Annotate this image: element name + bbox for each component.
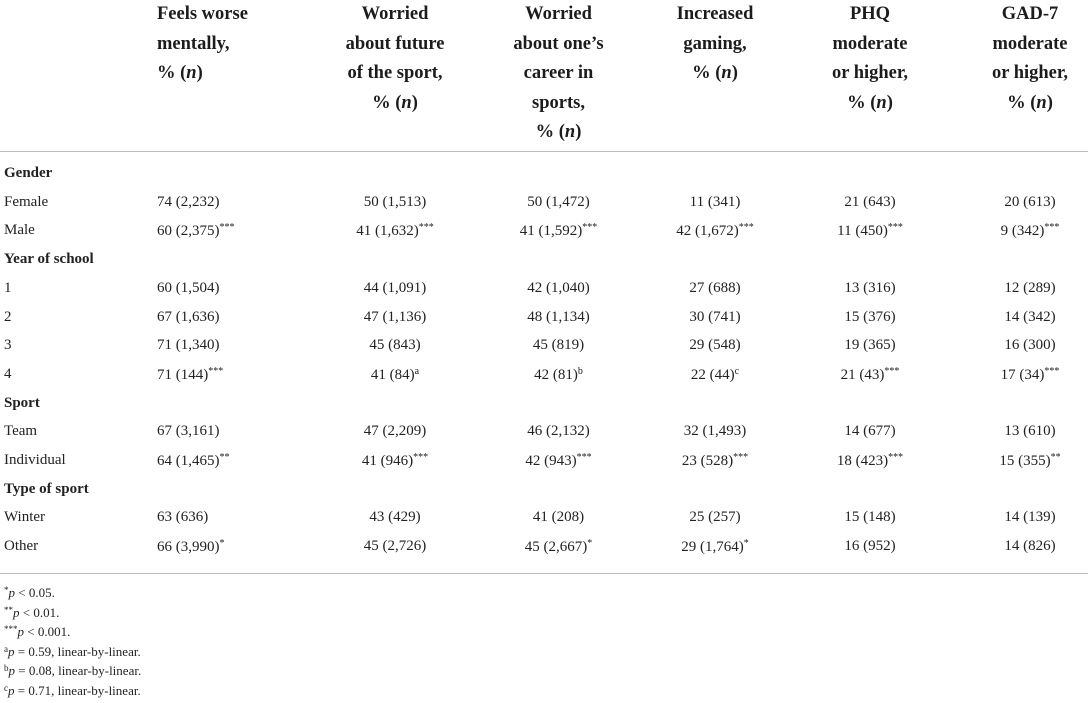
table-cell: 43 (429): [369, 509, 421, 526]
footnote-text: p < 0.001.: [17, 624, 71, 639]
footnote: [4, 660, 141, 680]
header-line: about future: [345, 33, 445, 54]
table-cell: 21 (643): [844, 193, 896, 210]
section-row: [0, 391, 1091, 419]
table-row: [0, 362, 1091, 390]
section-label: Type of sport: [4, 480, 89, 497]
row-label: Team: [4, 423, 38, 440]
header-line: PHQ: [849, 4, 891, 24]
n-variable: n: [721, 63, 732, 83]
footnote: [4, 582, 141, 602]
header-feels-worse: [157, 0, 248, 89]
table-cell: 42 (943)***: [525, 452, 592, 469]
table-row: [0, 333, 1091, 361]
significance-mark: ***: [208, 365, 224, 377]
table-cell: 20 (613): [1004, 193, 1056, 210]
table-cell: 13 (316): [844, 279, 896, 296]
header-line: or higher,: [831, 63, 909, 83]
header-worried-future: [330, 0, 460, 118]
header-line: mentally,: [157, 33, 230, 54]
table-cell: 11 (341): [689, 193, 741, 210]
footnote-text: p = 0.59, linear-by-linear.: [8, 643, 141, 659]
table-cell: 18 (423)***: [836, 452, 904, 469]
significance-mark: ***: [884, 365, 900, 377]
n-variable: n: [401, 92, 412, 113]
table-cell: 9 (342)***: [1000, 222, 1060, 240]
table-cell: 12 (289): [1004, 279, 1056, 296]
header-line: % (n): [692, 63, 738, 83]
footnote: [4, 641, 141, 661]
significance-mark: ***: [576, 452, 592, 463]
table-cell: 60 (2,375)***: [157, 222, 235, 240]
table-cell: 47 (2,209): [363, 423, 427, 440]
section-row: [0, 161, 1091, 189]
significance-mark: ***: [738, 222, 754, 234]
footnote-text: p < 0.05.: [8, 585, 55, 600]
footnotes: [4, 582, 141, 699]
row-label: Winter: [4, 509, 46, 526]
header-line: GAD-7: [1001, 4, 1059, 24]
table-cell: 14 (139): [1004, 509, 1056, 526]
footnote-mark: ***: [4, 624, 18, 634]
table-cell: 67 (3,161): [157, 423, 220, 440]
significance-mark: ***: [1044, 222, 1060, 234]
significance-mark: ***: [887, 222, 903, 234]
header-line: Worried: [361, 4, 429, 24]
header-gad7: [975, 0, 1085, 118]
row-label: 2: [4, 308, 12, 325]
significance-mark: **: [1050, 452, 1061, 463]
header-worried-career: [496, 0, 621, 148]
section-row: [0, 247, 1091, 275]
significance-mark: *: [587, 538, 593, 550]
table-cell: 45 (2,726): [363, 538, 427, 555]
section-row: [0, 477, 1091, 505]
header-line: % (n): [535, 122, 582, 142]
table-row: [0, 505, 1091, 533]
table-cell: 42 (1,672)***: [676, 222, 754, 240]
significance-mark: ***: [1044, 365, 1060, 377]
table-cell: 23 (528)***: [681, 452, 749, 469]
table-cell: 22 $(44)^c$: [690, 365, 740, 383]
table-cell: 45 (843): [369, 337, 421, 354]
footnote-mark: a: [4, 643, 8, 654]
table-row: [0, 190, 1091, 218]
table-cell: 29 (1,764)*: [681, 538, 749, 556]
table-cell: 60 (1,504): [157, 279, 220, 296]
table-row: [0, 448, 1091, 476]
table-cell: 41 (1,632)***: [356, 222, 434, 240]
table-cell: 67 (1,636): [157, 308, 220, 325]
header-line: career in: [523, 63, 594, 83]
significance-mark: ***: [418, 222, 434, 234]
table-cell: 50 (1,513): [363, 193, 427, 210]
table-cell: 47 (1,136): [363, 308, 427, 325]
table-cell: 50 (1,472): [527, 193, 590, 210]
footnote-text: p < 0.01.: [13, 604, 60, 620]
significance-mark: c: [734, 365, 740, 377]
table-row: [0, 305, 1091, 333]
section-label: Sport: [4, 394, 40, 411]
table-cell: 15 (376): [844, 308, 896, 325]
row-label: 1: [4, 279, 12, 296]
table-cell: 15 (148): [844, 509, 896, 526]
table-cell: 45 (2,667)*: [524, 538, 593, 556]
table-cell: 41 (1,592)***: [519, 222, 598, 240]
significance-mark: ***: [733, 452, 749, 463]
header-line: moderate: [832, 33, 908, 54]
header-line: of the sport,: [347, 63, 443, 83]
table-cell: 14 (677): [844, 423, 896, 440]
table-cell: 44 (1,091): [363, 279, 427, 296]
table-cell: 71 (144)***: [157, 365, 224, 383]
table-row: [0, 534, 1091, 562]
table-cell: 13 (610): [1004, 423, 1056, 440]
table-cell: 16 (300): [1004, 337, 1056, 354]
table-cell: 45 (819): [532, 337, 585, 354]
footnote: [4, 680, 141, 700]
table-row: [0, 218, 1091, 246]
row-label: 4: [4, 365, 12, 382]
header-line: moderate: [992, 33, 1068, 54]
n-variable: n: [186, 63, 197, 83]
table-cell: 27 (688): [689, 279, 741, 296]
table-row: [0, 276, 1091, 304]
footnote-mark: *: [4, 585, 9, 595]
header-line: gaming,: [683, 33, 747, 54]
header-line: % (n): [1007, 92, 1053, 113]
footnote-mark: b: [4, 663, 9, 673]
table-cell: 32 (1,493): [683, 423, 747, 440]
table-header: [0, 0, 1091, 150]
table-cell: 14 (826): [1004, 538, 1056, 555]
significance-mark: b: [577, 365, 583, 377]
significance-mark: ***: [582, 222, 598, 234]
footnote-text: p = 0.08, linear-by-linear.: [8, 663, 142, 678]
significance-mark: ***: [888, 452, 904, 463]
header-line: Worried: [525, 4, 592, 24]
header-line: % (n): [847, 92, 893, 113]
n-variable: n: [1036, 92, 1047, 113]
header-line: % (n): [372, 92, 418, 113]
header-phq: [815, 0, 925, 118]
footnote-mark: c: [4, 682, 8, 693]
table-cell: 29 (548): [689, 337, 741, 354]
table-cell: 48 (1,134): [527, 308, 590, 325]
footnote: [4, 602, 141, 622]
table-cell: 11 (450)***: [837, 222, 903, 240]
n-variable: n: [876, 92, 887, 113]
row-label: Male: [4, 222, 35, 239]
table-cell: 19 (365): [844, 337, 896, 354]
header-line: or higher,: [991, 63, 1069, 83]
table-cell: 42 (1,040): [527, 279, 590, 296]
header-line: sports,: [532, 92, 585, 113]
table-cell: 41 $(84)^a$: [370, 365, 420, 383]
bottom-rule: [0, 573, 1088, 574]
significance-mark: a: [414, 365, 420, 377]
table-cell: 74 (2,232): [157, 193, 220, 210]
header-line: about one’s: [513, 33, 604, 54]
table-cell: 15 (355)**: [999, 452, 1061, 469]
table-cell: 64 (1,465)**: [157, 452, 230, 469]
table-cell: 41 (208): [532, 509, 585, 526]
significance-mark: ***: [219, 222, 235, 234]
header-increased-gaming: [660, 0, 770, 89]
footnote: [4, 621, 141, 641]
header-line: Increased: [676, 4, 754, 24]
table-cell: 30 (741): [689, 308, 741, 325]
significance-mark: *: [743, 538, 749, 550]
significance-mark: **: [219, 452, 230, 463]
row-label: Individual: [4, 452, 66, 468]
row-label: Other: [4, 538, 39, 555]
row-label: Female: [4, 193, 49, 210]
header-line: % (n): [157, 63, 203, 83]
section-label: Year of school: [4, 251, 94, 268]
significance-mark: ***: [413, 452, 429, 463]
table-row: [0, 419, 1091, 447]
header-line: Feels worse: [157, 4, 248, 24]
table-cell: 14 (342): [1004, 308, 1056, 325]
table-cell: 16 (952): [844, 538, 896, 555]
table-cell: 71 (1,340): [157, 337, 220, 354]
n-variable: n: [564, 122, 576, 142]
header-rule: [0, 151, 1088, 152]
section-label: Gender: [4, 165, 53, 181]
table-cell: 66 (3,990)*: [157, 538, 225, 556]
footnote-mark: **: [4, 604, 13, 615]
table-cell: 63 (636): [157, 509, 209, 526]
table-cell: 17 (34)***: [1000, 365, 1060, 383]
table-cell: 25 (257): [689, 509, 741, 526]
row-label: 3: [4, 337, 12, 354]
footnote-text: p = 0.71, linear-by-linear.: [8, 682, 141, 698]
table-cell: 46 (2,132): [527, 423, 590, 440]
table-cell: 41 (946)***: [361, 452, 429, 469]
table-cell: 42 $(81)^b$: [534, 365, 583, 383]
significance-mark: *: [219, 538, 225, 550]
table-cell: 21 (43)***: [840, 365, 900, 383]
